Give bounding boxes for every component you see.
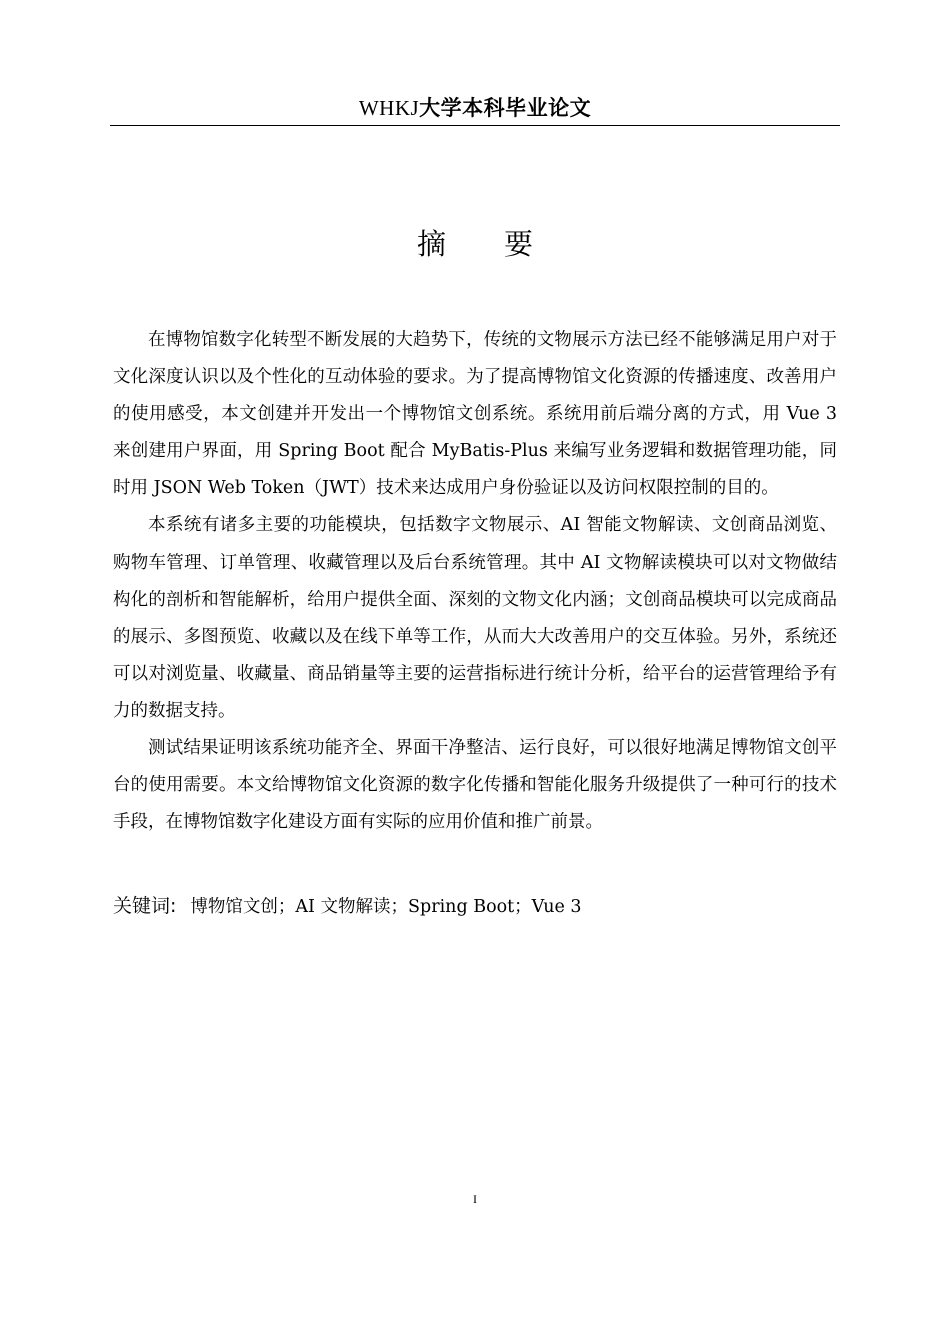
keywords-line xyxy=(113,889,837,924)
page-title xyxy=(110,222,840,263)
header-divider xyxy=(110,125,840,126)
header-school-name: 大学本科毕业论文 xyxy=(419,96,592,120)
abstract-paragraph-2: 本系统有诸多主要的功能模块，包括数字文物展示、AI 智能文物解读、文创商品浏览、购物车管理、订单管理、收藏管理以及后台系统管理。其中 AI 文物解读模块可以对文物做结构化的剖析和智能解析，给用户提供全面、深刻的文物文化内涵；文创商品模块可以完成商品的展示、多图预览、收藏以及在线下单等工作，从而大大改善用户的交互体验。另外，系统还可以对浏览量、收藏量、商品销量等主要的运营指标进行统计分析，给平台的运营管理给予有力的数据支持。 xyxy=(113,515,837,721)
abstract-paragraph-3: 测试结果证明该系统功能齐全、界面干净整洁、运行良好，可以很好地满足博物馆文创平台的使用需要。本文给博物馆文化资源的数字化传播和智能化服务升级提供了一种可行的技术手段，在博物馆数字化建设方面有实际的应用价值和推广前景。 xyxy=(113,738,837,833)
keywords-label: 关键词: xyxy=(113,895,177,917)
title-char-2: 要 xyxy=(504,227,534,261)
abstract-body xyxy=(113,322,837,841)
running-header xyxy=(110,92,840,122)
keywords-values: 博物馆文创；AI 文物解读；Spring Boot；Vue 3 xyxy=(190,897,582,917)
header-prefix: WHKJ xyxy=(358,96,420,120)
abstract-paragraph-1: 在博物馆数字化转型不断发展的大趋势下，传统的文物展示方法已经不能够满足用户对于文化深度认识以及个性化的互动体验的要求。为了提高博物馆文化资源的传播速度、改善用户的使用感受，本文创建并开发出一个博物馆文创系统。系统用前后端分离的方式，用 Vue 3 来创建用户界面，用 Spring Boot 配合 MyBatis-Plus 来编写业务逻辑和数据管理功能，同时用 JSON Web Token（JWT）技术来达成用户身份验证以及访问权限控制的目的。 xyxy=(113,330,837,499)
page-number: I xyxy=(473,1192,477,1206)
title-char-1: 摘 xyxy=(416,227,446,261)
